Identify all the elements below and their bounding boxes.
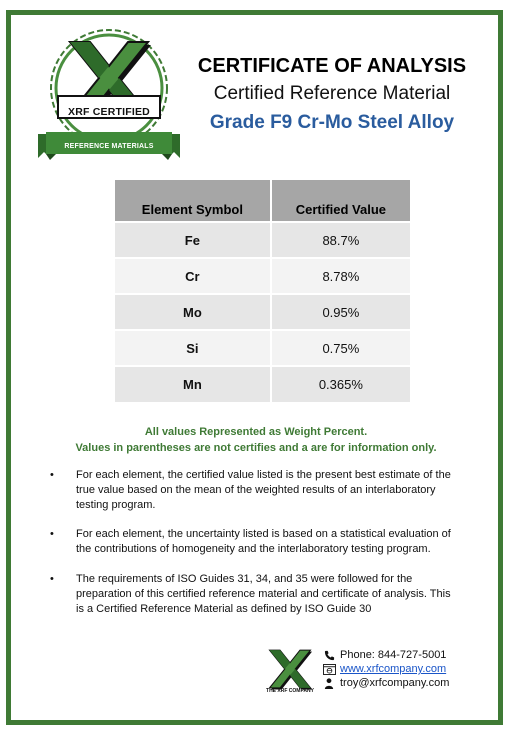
certificate-statements-list [50,468,460,631]
phone-icon [322,649,336,661]
weight-percent-note [30,424,482,456]
contact-website[interactable] [322,662,449,676]
element-symbol-cell: Fe [115,222,271,258]
contact-phone [322,648,449,662]
list-item: • For each element, the certified value listed is the present best estimate of the true value based on the mean of the weighted results of an interlaboratory testing program. [50,468,460,512]
certified-value-cell: 0.365% [271,366,410,402]
badge-main-label: XRF CERTIFIED [68,106,150,118]
material-grade: Grade F9 Cr-Mo Steel Alloy [209,112,455,133]
web-icon [322,663,336,675]
list-item: • The requirements of ISO Guides 31, 34, and 35 were followed for the preparation of this certified reference material and certificate of analysis. This is a Certified Reference Material as defined by ISO Guide 30 [50,572,460,616]
column-header-element-symbol: Element Symbol [115,180,271,222]
note-line-2: Values in parentheses are not certifies and a are for information only. [75,442,437,454]
column-header-certified-value: Certified Value [271,180,410,222]
table-row [115,366,410,402]
element-symbol-cell: Cr [115,258,271,294]
certified-value-cell: 8.78% [271,258,410,294]
phone-text: Phone: 844-727-5001 [340,649,447,661]
page-title: CERTIFICATE OF ANALYSIS [197,55,467,77]
contact-block [322,648,449,690]
note-line-1: All values Represented as Weight Percent. [144,426,368,438]
badge-ribbon-label: REFERENCE MATERIALS [64,143,154,150]
list-item: • For each element, the uncertainty listed is based on a statistical evaluation of the contributions of homogeneity and the interlaboratory testing program. [50,527,460,557]
table-row [115,330,410,366]
table-row [115,294,410,330]
page-subtitle: Certified Reference Material [213,83,451,104]
email-text[interactable]: troy@xrfcompany.com [340,677,450,689]
x-logo-icon [260,648,320,690]
website-link[interactable]: www.xrfcompany.com [340,663,447,675]
xrf-certified-badge [36,26,182,166]
table-row [115,222,410,258]
certified-value-cell: 88.7% [271,222,410,258]
certified-value-cell: 0.95% [271,294,410,330]
table-row [115,258,410,294]
certified-value-cell: 0.75% [271,330,410,366]
contact-email[interactable] [322,676,449,690]
table-header-row [115,180,410,222]
certified-values-table [115,180,410,402]
company-logo-label: THE XRF COMPANY [266,688,314,694]
element-symbol-cell: Mo [115,294,271,330]
element-symbol-cell: Si [115,330,271,366]
certificate-header [182,52,482,138]
person-icon [322,677,336,689]
element-symbol-cell: Mn [115,366,271,402]
